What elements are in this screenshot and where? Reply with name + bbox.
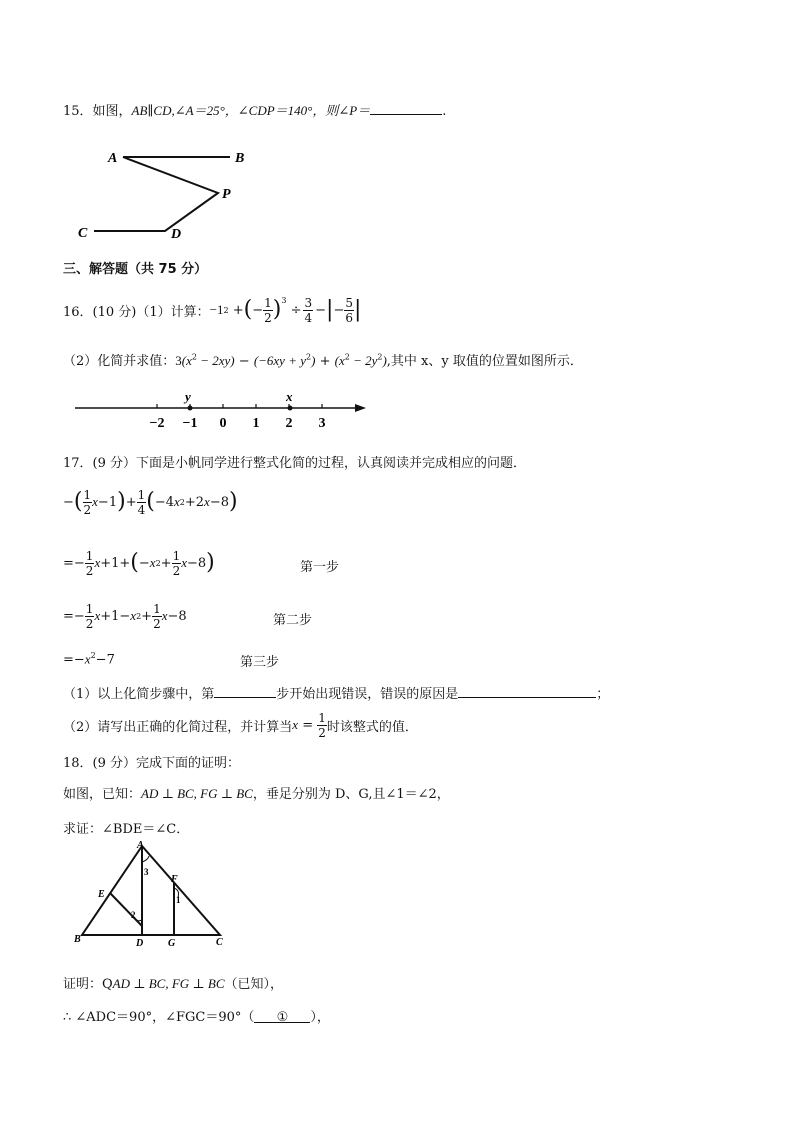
q17-expr0: − ( $\frac{1}{2}$ x −1 ) + $\frac{1}{4}$ ( −4 x 2 +2 x −8 ) — [63, 487, 238, 517]
label-b: B — [74, 934, 81, 945]
line-apdc — [94, 157, 218, 231]
q18-figure — [70, 840, 240, 952]
label-c: C — [216, 937, 223, 948]
angle-2-label: 2 — [131, 910, 136, 920]
tick-label: −2 — [149, 416, 165, 431]
answer-blank[interactable] — [370, 102, 442, 115]
label-g: G — [168, 938, 176, 949]
angle-3-arc — [142, 856, 149, 862]
q15-statement: 15．如图，AB∥CD,∠A＝25°，∠CDP＝140°，则∠P＝ . — [63, 103, 447, 119]
step1-label: 第一步 — [300, 560, 340, 575]
q17-statement: 17．(9 分）下面是小帆同学进行整式化简的过程，认真阅读并完成相应的问题． — [63, 456, 527, 471]
label-a: A — [137, 840, 144, 851]
line-ed — [110, 893, 142, 926]
number-line — [70, 390, 380, 432]
q16-part1: 16．(10 分)（1）计算： −1 2 + ( − $\frac{1}{2}$ ) $^3$ ÷ $\frac{3}{4}$ − | − $\frac{5}{6}$ | — [63, 295, 362, 325]
label-p: P — [222, 187, 231, 202]
label-y: y — [185, 390, 191, 404]
step3-label: 第三步 — [240, 655, 280, 670]
label-e: E — [98, 889, 105, 900]
angle-3-label: 3 — [144, 867, 149, 877]
section-title: 三、解答题（共 75 分） — [63, 262, 208, 277]
label-x: x — [286, 390, 293, 404]
label-f: F — [171, 874, 178, 885]
angle-1-label: 1 — [176, 895, 181, 905]
label-d: D — [136, 938, 144, 949]
q18-given: 如图，已知：AD ⊥ BC, FG ⊥ BC，垂足分别为 D、G,且∠1＝∠2， — [63, 786, 450, 802]
reason-blank[interactable] — [458, 685, 596, 698]
point-y — [188, 406, 193, 411]
q18-proof-line1: 证明：QAD ⊥ BC, FG ⊥ BC（已知）， — [63, 976, 284, 992]
q17-sub2: （2）请写出正确的化简过程，并计算当 x = $\frac{1}{2}$ 时该整式的值． — [63, 710, 418, 740]
tick-label: 2 — [285, 416, 293, 431]
step2-label: 第二步 — [273, 613, 313, 628]
q17-step3-expr: $=-x^2-7$ — [63, 651, 115, 668]
label-a: A — [108, 151, 118, 166]
point-x — [288, 406, 293, 411]
q18-proof-line2: ∴ ∠ADC＝90°，∠FGC＝90°（ ① ）， — [63, 1010, 330, 1025]
tick-label: 0 — [219, 416, 227, 431]
proof-blank-1[interactable]: ① — [254, 1010, 310, 1023]
tick-label: 1 — [252, 416, 260, 431]
q17-sub1: （1）以上化简步骤中，第 步开始出现错误，错误的原因是 ； — [63, 687, 610, 702]
q17-step2-expr: =− $\frac{1}{2}$ x +1− x 2 + $\frac{1}{2}$ x −8 — [63, 601, 187, 631]
q16-part2: （2）化简并求值：$3(x^2 - 2xy) - (-6xy + y^2) + (x^2 - 2y^2)$,其中 x、y 取值的位置如图所示． — [63, 352, 583, 369]
q16-expression: −1 2 + ( − $\frac{1}{2}$ ) $^3$ ÷ $\frac{3}{4}$ − | − $\frac{5}{6}$ | — [209, 295, 362, 325]
q17-step1-expr: =− $\frac{1}{2}$ x +1+ ( − x 2 + $\frac{1}{2}$ x −8 ) — [63, 548, 215, 578]
label-d: D — [171, 227, 182, 242]
step-blank[interactable] — [214, 685, 276, 698]
arrow-icon — [355, 404, 366, 412]
q18-statement: 18．(9 分）完成下面的证明： — [63, 756, 241, 771]
tick-label: 3 — [318, 416, 326, 431]
label-c: C — [78, 226, 88, 241]
q18-prove: 求证：∠BDE＝∠C． — [63, 822, 190, 837]
q15-figure — [70, 140, 270, 245]
tick-label: −1 — [182, 416, 198, 431]
label-b: B — [235, 151, 245, 166]
